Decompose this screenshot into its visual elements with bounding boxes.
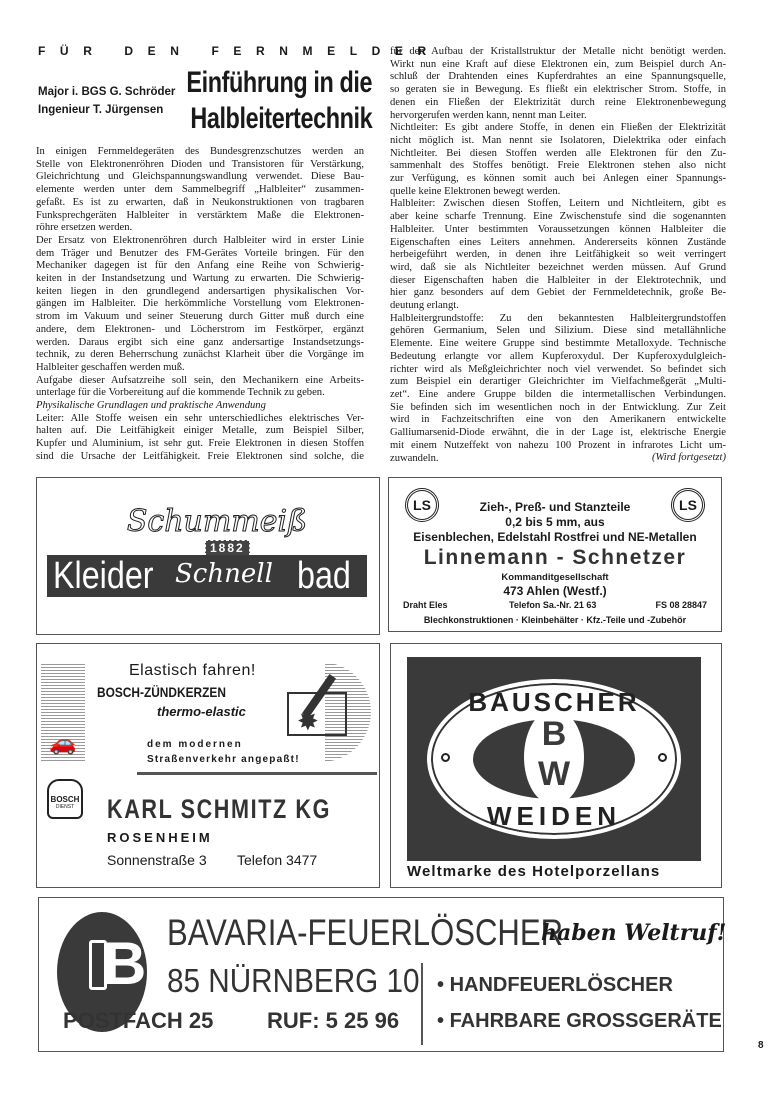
kleiderbad-script-logo: Schummeiß bbox=[126, 504, 308, 539]
author-2: Ingenieur T. Jürgensen bbox=[38, 104, 164, 116]
bosch-dienst-badge-icon bbox=[47, 779, 83, 819]
linnemann-company: Linnemann - Schnetzer bbox=[423, 546, 687, 569]
bauscher-bottom: WEIDEN bbox=[487, 801, 621, 831]
text-line: hervorgerufen werden kann, nennt man Leiter. bbox=[390, 109, 587, 121]
text-line: zuwandeln. bbox=[390, 452, 439, 464]
linnemann-wire: Draht Eles bbox=[403, 600, 448, 610]
text-line: Elemente. Eine weitere Gruppe sind bestimmte Metalloxyde. Technische bbox=[390, 338, 726, 350]
text-line: keiten liegen in den grundlegend andersartigen physikalischen Vor- bbox=[36, 285, 364, 297]
bosch-underline bbox=[137, 772, 377, 775]
bauscher-monogram-w: W bbox=[537, 755, 571, 793]
bosch-product: BOSCH-ZÜNDKERZEN bbox=[97, 684, 226, 700]
text-line: zum Beispiel ein derartiger Gleichrichter im Vielfachmeßgerät „Multi- bbox=[390, 376, 726, 388]
text-line: denen ein Fließen der Elektrizität durch reine Elektronenbewegung bbox=[390, 96, 726, 108]
text-line: gehören Germanium, Selen und Silizium. Diese sind metallähnliche bbox=[390, 325, 726, 337]
section-kicker: FÜR DEN FERNMELDER bbox=[38, 44, 441, 58]
text-line: Wirkt nun eine Kraft auf diese Elektronen ein, zum Beispiel durch An- bbox=[390, 58, 726, 70]
author-1: Major i. BGS G. Schröder bbox=[38, 86, 176, 98]
text-line: für den Aufbau der Kristallstruktur der Metalle nicht benötigt werden. bbox=[390, 46, 726, 57]
text-line: sind die Ursache der Leitfähigkeit. Freie Elektronen sind solche, die bbox=[36, 450, 364, 462]
kleiderbad-word1: Kleider bbox=[53, 555, 154, 597]
bosch-brand-script: thermo-elastic bbox=[157, 704, 246, 719]
article-title-line-2: Halbleitertechnik bbox=[190, 102, 372, 135]
bauscher-tagline: Weltmarke des Hotelporzellans bbox=[407, 863, 661, 880]
text-line: Halbleiter. Unter bestimmten Voraussetzungen können Halbleiter die bbox=[390, 223, 726, 235]
text-line: Nichtleiter: Es gibt andere Stoffe, in denen ein Fließen der Elektrizität bbox=[390, 122, 726, 134]
kleiderbad-year: 1882 bbox=[205, 540, 250, 556]
bavaria-divider bbox=[421, 963, 423, 1045]
text-line: Halbleitergrundstoffe: Zu den bekanntesten Halbleitergrundstoffen bbox=[390, 312, 726, 324]
text-line: Der Ersatz von Elektronenröhren durch Halbleiter wird in erster Linie bbox=[36, 234, 364, 246]
car-icon: 🚗 bbox=[49, 730, 77, 755]
text-line: mit einem Nutzeffekt von nahezu 100 Prozent in infrarotes Licht um- bbox=[390, 439, 726, 451]
bosch-company: KARL SCHMITZ KG bbox=[107, 794, 331, 824]
linnemann-fs: FS 08 28847 bbox=[655, 600, 707, 610]
text-line: wird, daß sie als Nichtleiter bezeichnet werden müssen. Auf Grund bbox=[390, 261, 726, 273]
text-line: werden. Daraus ergibt sich eine ganz andersartige Instandsetzungs- bbox=[36, 336, 364, 348]
text-line: unterlage für die Vorbereitung auf die kommende Technik zu geben. bbox=[36, 387, 325, 399]
bosch-city: ROSENHEIM bbox=[107, 830, 213, 845]
bavaria-item-1: • HANDFEUERLÖSCHER bbox=[437, 974, 673, 996]
bauscher-top: BAUSCHER bbox=[468, 687, 640, 717]
text-line: so geraten sie in Bewegung. Es fließt ein elektrischer Strom. Stoffe, in bbox=[390, 84, 726, 96]
text-line: röhre ersetzen werden. bbox=[36, 222, 133, 234]
bosch-slogan: Elastisch fahren! bbox=[129, 662, 256, 679]
badge-top: BOSCH bbox=[50, 795, 80, 804]
ad-bauscher bbox=[390, 643, 722, 888]
continued-note: (Wird fortgesetzt) bbox=[651, 452, 726, 463]
bavaria-item-1-label: HANDFEUERLÖSCHER bbox=[449, 974, 673, 996]
bavaria-postfach: POSTFACH 25 bbox=[63, 1008, 214, 1033]
text-line: Stelle von Elektronenröhren Dioden und Transistoren für Verstärkung, bbox=[36, 158, 364, 170]
text-line: zur Verfügung, es können somit auch bei Anlegen einer Spannungs- bbox=[390, 173, 726, 185]
bosch-tag2: Straßenverkehr angepaßt! bbox=[147, 754, 300, 765]
ad-bavaria bbox=[38, 897, 727, 1052]
text-line: Bedeutung erlangte vor allem Kupferoxydul. Der Kupferoxydulgleich- bbox=[390, 350, 726, 362]
circle-dot-left-icon bbox=[441, 753, 450, 762]
ls-logo-right-icon: LS bbox=[671, 488, 705, 522]
bavaria-city: 85 NÜRNBERG 10 bbox=[167, 962, 420, 999]
bavaria-script: haben Weltruf! bbox=[541, 920, 727, 946]
kleiderbad-script-word: Schnell bbox=[175, 559, 273, 589]
bavaria-item-2-label: FAHRBARE GROSSGERÄTE bbox=[449, 1010, 722, 1032]
text-line: Halbleiter: Zwischen diesen Stoffen, Leitern und Nichtleitern, gibt es bbox=[390, 198, 726, 210]
text-line: gängen im Halbleiter. Die herkömmliche Vorstellung vom Elektronen- bbox=[36, 298, 364, 310]
text-line: zet“. Eine andere Gruppe bilden die intermetallischen Verbindungen. bbox=[390, 388, 726, 400]
text-line: elemente werden unter dem Sammelbegriff „Halbleiter“ zusammen- bbox=[36, 184, 364, 196]
text-line: schluß der Drahtenden eines Kupferdrahtes an eine Spannungsquelle, bbox=[390, 71, 726, 83]
article-right-column bbox=[390, 46, 726, 465]
text-line: Nichtleiter. Bei diesen Stoffen werden alle Elektronen für den Zu- bbox=[390, 147, 726, 159]
text-line: In einigen Fernmeldegeräten des Bundesgrenzschutzes werden an bbox=[36, 146, 364, 157]
text-line: keiten in der Instandsetzung und Wartung zu erwarten. Die Schwierig- bbox=[36, 273, 364, 285]
text-line: Funksprechgeräten Halbleiter in verstärktem Maße die Elektronen- bbox=[36, 209, 364, 221]
text-line: Sie befinden sich im wesentlichen noch in der Entwicklung. Zur Zeit bbox=[390, 401, 726, 413]
kleiderbad-banner bbox=[47, 555, 367, 597]
text-line: Leiter: Alle Stoffe weisen ein sehr unterschiedliches elektrisches Ver- bbox=[36, 412, 364, 424]
bavaria-title: BAVARIA-FEUERLÖSCHER bbox=[167, 912, 564, 953]
linnemann-line1: Zieh-, Preß- und Stanzteile bbox=[479, 500, 631, 514]
bauscher-monogram-b: B bbox=[541, 715, 567, 753]
ad-linnemann bbox=[388, 477, 722, 632]
linnemann-products: Blechkonstruktionen · Kleinbehälter · Kfz.-Teile und -Zubehör bbox=[423, 615, 687, 625]
text-line: technik, zu deren Beherrschung zunächst Klarheit über die Vorgänge im bbox=[36, 349, 364, 361]
bosch-tag1: dem modernen bbox=[147, 739, 243, 750]
bauscher-dark-panel bbox=[407, 657, 701, 861]
text-line: Kupfer und Aluminium, ist sehr gut. Freie Elektronen in diesen Stoffen bbox=[36, 438, 364, 450]
linnemann-line3: Eisenblechen, Edelstahl Rostfrei und NE-Metallen bbox=[413, 530, 697, 544]
text-line: Galliumarsenid-Diode erwähnt, die in der Lage ist, elektrische Energie bbox=[390, 427, 726, 439]
ad-kleiderbad bbox=[36, 477, 380, 635]
linnemann-city: 473 Ahlen (Westf.) bbox=[503, 584, 607, 598]
text-line: dem Träger und Benutzer des FM-Gerätes Vorteile bringen. Für den bbox=[36, 247, 364, 259]
bavaria-logo-icon: B bbox=[57, 912, 147, 1032]
text-line: Aufgabe dieser Aufsatzreihe soll sein, den Mechanikern eine Arbeits- bbox=[36, 374, 364, 386]
text-line: deutung erlangt. bbox=[390, 300, 459, 312]
kleiderbad-word2: bad bbox=[297, 555, 351, 597]
article-left-column bbox=[36, 146, 364, 464]
page-number: 8 bbox=[758, 1040, 764, 1051]
text-line: herbeigeführt werden, in denen ihre Leitfähigkeit so weit verringert bbox=[390, 249, 726, 261]
spark-plug-icon: ✸ bbox=[287, 692, 347, 736]
text-line: Gleichrichtung und Gleichspannungswandlung verwendet. Diese Bau- bbox=[36, 171, 364, 183]
text-line: wird in Fachzeitschriften eine von den Amerikanern entwickelte bbox=[390, 414, 726, 426]
text-line: strom im Vakuum und seiner Steuerung durch Gitter muß durch eine bbox=[36, 311, 364, 323]
text-line: aber keine scharfe Trennung. Eine Zwischenstufe sind die sogenannten bbox=[390, 211, 726, 223]
text-line: sammenhalt des Stoffes benötigt. Freie Elektronen stehen also nicht bbox=[390, 160, 726, 172]
text-line: gefaßt. Es ist zu erwarten, daß in Neukonstruktionen von tragbaren bbox=[36, 196, 364, 208]
text-line: halten auf. Die Leitfähigkeit einiger Metalle, zum Beispiel Silber, bbox=[36, 425, 364, 437]
linnemann-line2: 0,2 bis 5 mm, aus bbox=[505, 515, 605, 529]
bavaria-item-2: • FAHRBARE GROSSGERÄTE bbox=[437, 1010, 722, 1032]
bosch-phone: Telefon 3477 bbox=[237, 852, 318, 868]
linnemann-legal: Kommanditgesellschaft bbox=[501, 572, 609, 583]
linnemann-phone: Telefon Sa.-Nr. 21 63 bbox=[509, 600, 597, 610]
circle-dot-right-icon bbox=[658, 753, 667, 762]
article-title-line-1: Einführung in die bbox=[186, 66, 372, 99]
badge-bottom: DIENST bbox=[55, 804, 75, 810]
text-line: Mechaniker dagegen ist für den Anfang eine Reihe von Schwierig- bbox=[36, 260, 364, 272]
ls-logo-left-icon: LS bbox=[405, 488, 439, 522]
text-line: Eigenschaften eines Leiters annehmen. Andererseits können Zustände bbox=[390, 236, 726, 248]
bavaria-phone: RUF: 5 25 96 bbox=[267, 1008, 400, 1033]
text-line: andere, dem Elektronen- und Löcherstrom im Festkörper, ergänzt bbox=[36, 323, 364, 335]
ad-bosch bbox=[36, 643, 380, 888]
text-line: richter wird als Meßgleichrichter noch viel verwendet. So befindet sich bbox=[390, 363, 726, 375]
text-line: dieser Eigenschaften haben die Halbleiter in der Elektrotechnik, und bbox=[390, 274, 726, 286]
bosch-street: Sonnenstraße 3 bbox=[107, 852, 207, 868]
text-line: nicht möglich ist. Man nennt sie Isolatoren, Dielektrika oder einfach bbox=[390, 134, 726, 146]
text-line: hier ganz besonders auf dem Gebiet der Fernmeldetechnik, große Be- bbox=[390, 287, 726, 299]
text-line: Halbleiter geschaffen werden muß. bbox=[36, 361, 185, 373]
text-line: quelle keine Elektronen bewegt werden. bbox=[390, 185, 561, 197]
text-line: Physikalische Grundlagen und praktische Anwendung bbox=[36, 400, 266, 412]
